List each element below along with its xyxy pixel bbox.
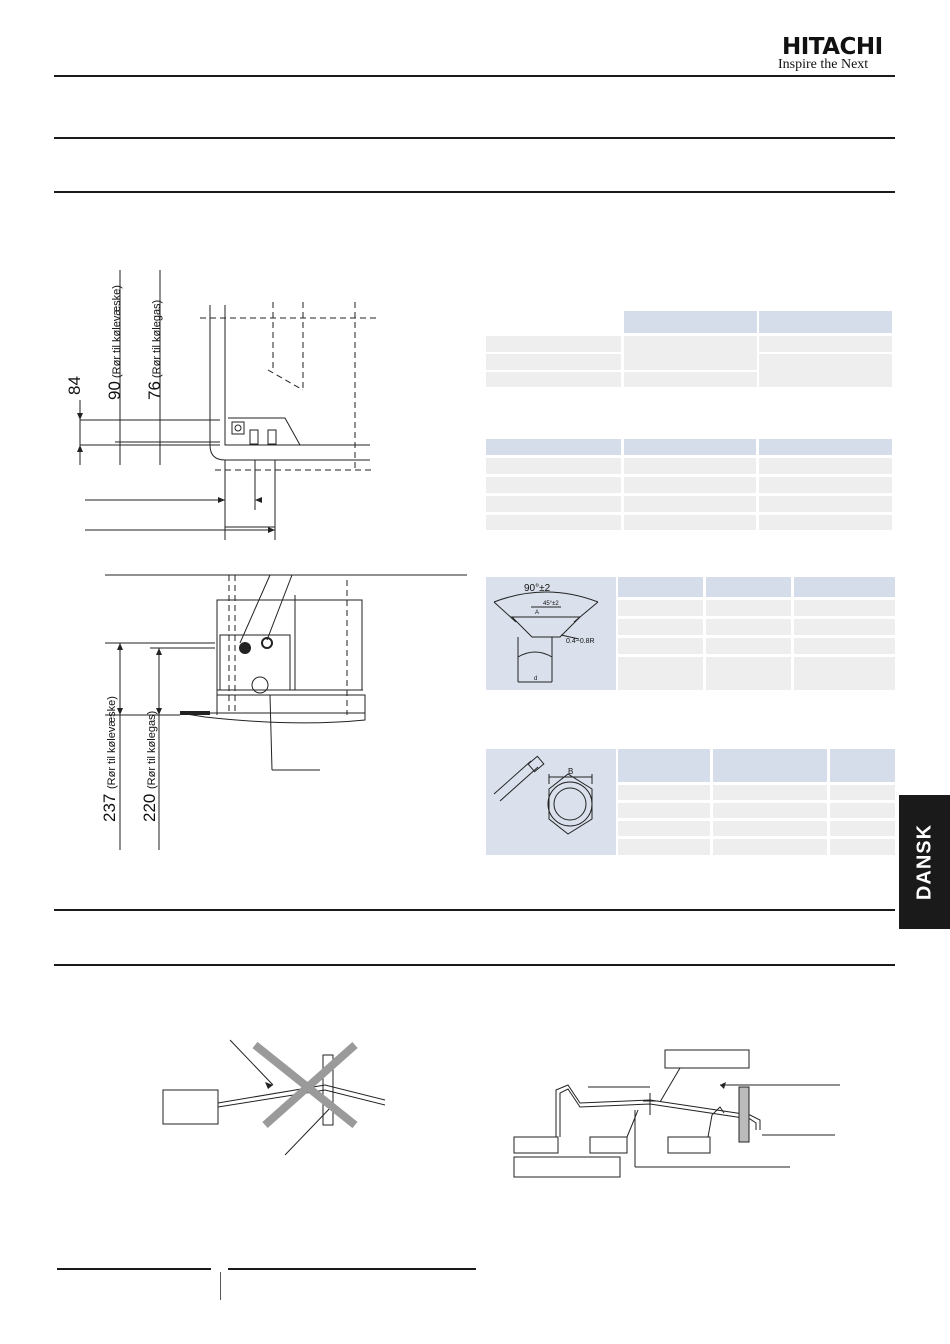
flare-dimension-table xyxy=(618,577,895,690)
language-label: DANSK xyxy=(913,823,935,901)
flare-a-label: A xyxy=(535,610,540,616)
pipe-size-table xyxy=(486,311,892,387)
footer-rule-left xyxy=(57,1268,211,1270)
hitachi-tagline: Inspire the Next xyxy=(778,57,869,72)
header-rule xyxy=(54,75,895,77)
flare-half-angle-label: 45°±2 xyxy=(543,601,559,607)
language-tab xyxy=(899,795,950,929)
dim-gas-label-front: (Rør til kølegas) xyxy=(146,710,158,789)
flare-nut-table xyxy=(618,749,895,855)
dim-gas-label-top: (Rør til kølegas) xyxy=(151,299,163,378)
unit-top-view-drawing xyxy=(60,260,380,550)
dim-gas-value-front: 220 xyxy=(140,793,159,822)
flare-figure-panel xyxy=(486,577,616,690)
section-rule-mid-bottom xyxy=(54,964,895,966)
incorrect-piping-drawing xyxy=(155,1035,400,1160)
dim-liquid-value-front: 237 xyxy=(100,793,119,822)
dim-side-value: 84 xyxy=(65,376,84,395)
dim-liquid-label-top: (Rør til kølevæske) xyxy=(111,285,123,378)
torque-table xyxy=(486,439,892,530)
flare-drawing xyxy=(486,577,616,690)
flare-radius-label: 0.4~0.8R xyxy=(566,638,595,645)
dim-liquid-value-top: 90 xyxy=(105,381,124,400)
dim-gas-value-top: 76 xyxy=(145,381,164,400)
footer-divider xyxy=(220,1272,221,1300)
hitachi-logo: HITACHI xyxy=(782,34,883,60)
section-rule-top xyxy=(54,137,895,139)
dim-liquid-label-front: (Rør til kølevæske) xyxy=(106,696,118,789)
flare-diameter-label: d xyxy=(534,676,538,682)
section-rule-mid xyxy=(54,909,895,911)
flare-nut-figure-panel xyxy=(486,749,616,855)
unit-front-view-drawing xyxy=(95,565,475,850)
nut-b-label: B xyxy=(568,767,574,776)
section-rule-top-bottom xyxy=(54,191,895,193)
flare-nut-drawing xyxy=(486,749,616,855)
footer-rule-right xyxy=(228,1268,476,1270)
flare-angle-label: 90°±2 xyxy=(524,583,551,594)
correct-piping-drawing xyxy=(510,1045,850,1180)
